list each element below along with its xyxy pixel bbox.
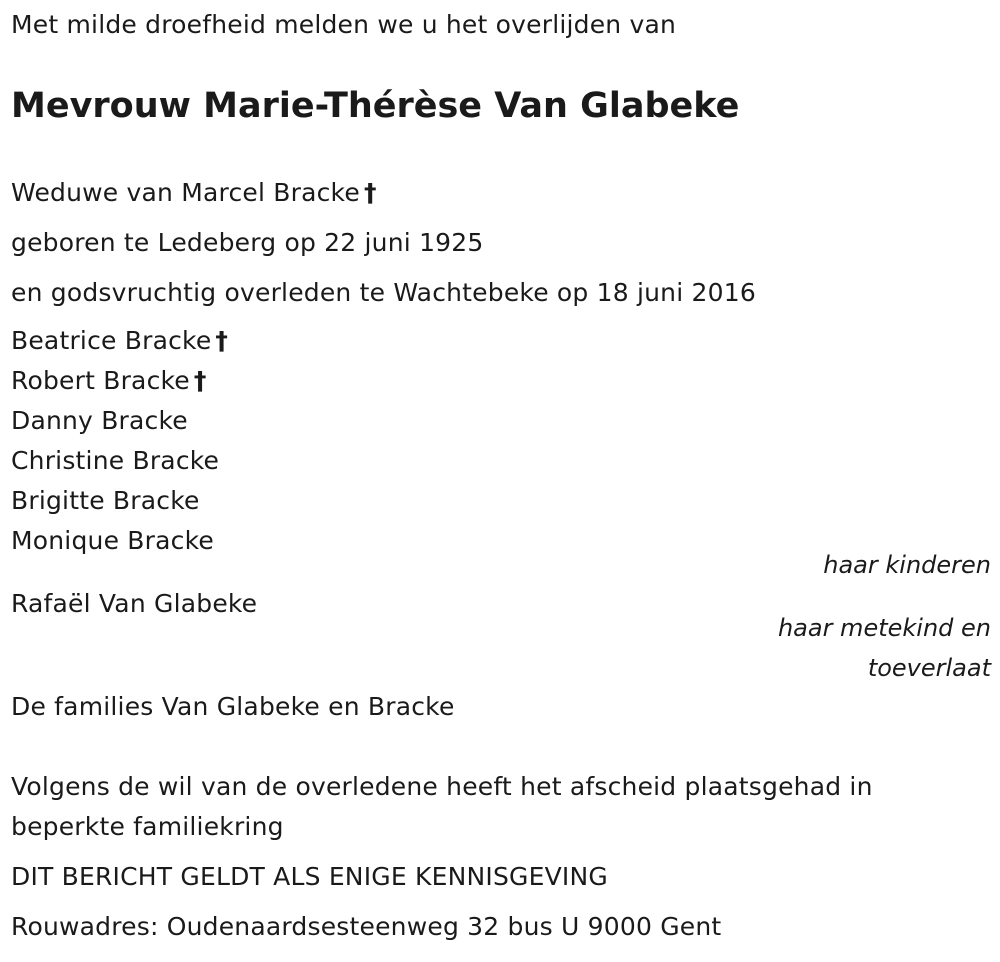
godchild-name: Rafaël Van Glabeke <box>11 589 258 618</box>
child-name: Brigitte Bracke <box>11 486 200 515</box>
child-name: Beatrice Bracke <box>11 326 212 355</box>
widow-line <box>11 178 377 208</box>
address-line: Rouwadres: Oudenaardsesteenweg 32 bus U 9000 Gent <box>11 912 722 941</box>
cross-icon: † <box>193 366 207 395</box>
deceased-name: Mevrouw Marie-Thérèse Van Glabeke <box>11 86 740 126</box>
child-item <box>11 326 228 356</box>
farewell-line-1: Volgens de wil van de overledene heeft het afscheid plaatsgehad in <box>11 772 873 801</box>
farewell-line-2: beperkte familiekring <box>11 812 284 841</box>
child-item <box>11 366 207 396</box>
child-name: Danny Bracke <box>11 406 188 435</box>
godchild-role-line2: toeverlaat <box>867 654 991 682</box>
child-name: Robert Bracke <box>11 366 190 395</box>
intro-text: Met milde droefheid melden we u het overlijden van <box>11 10 677 39</box>
cross-icon: † <box>215 326 229 355</box>
children-role: haar kinderen <box>823 551 991 579</box>
child-name: Monique Bracke <box>11 526 214 555</box>
godchild-role-line1: haar metekind en <box>777 614 991 642</box>
child-name: Christine Bracke <box>11 446 220 475</box>
child-item <box>11 526 214 556</box>
families-line: De families Van Glabeke en Bracke <box>11 692 455 721</box>
widow-text: Weduwe van Marcel Bracke <box>11 178 360 207</box>
death-line: en godsvruchtig overleden te Wachtebeke op 18 juni 2016 <box>11 278 756 307</box>
child-item <box>11 406 188 436</box>
birth-line: geboren te Ledeberg op 22 juni 1925 <box>11 228 484 257</box>
child-item <box>11 446 219 476</box>
child-item <box>11 486 200 516</box>
cross-icon: † <box>363 178 377 207</box>
notice-line: DIT BERICHT GELDT ALS ENIGE KENNISGEVING <box>11 862 608 891</box>
obituary-notice <box>11 0 991 962</box>
